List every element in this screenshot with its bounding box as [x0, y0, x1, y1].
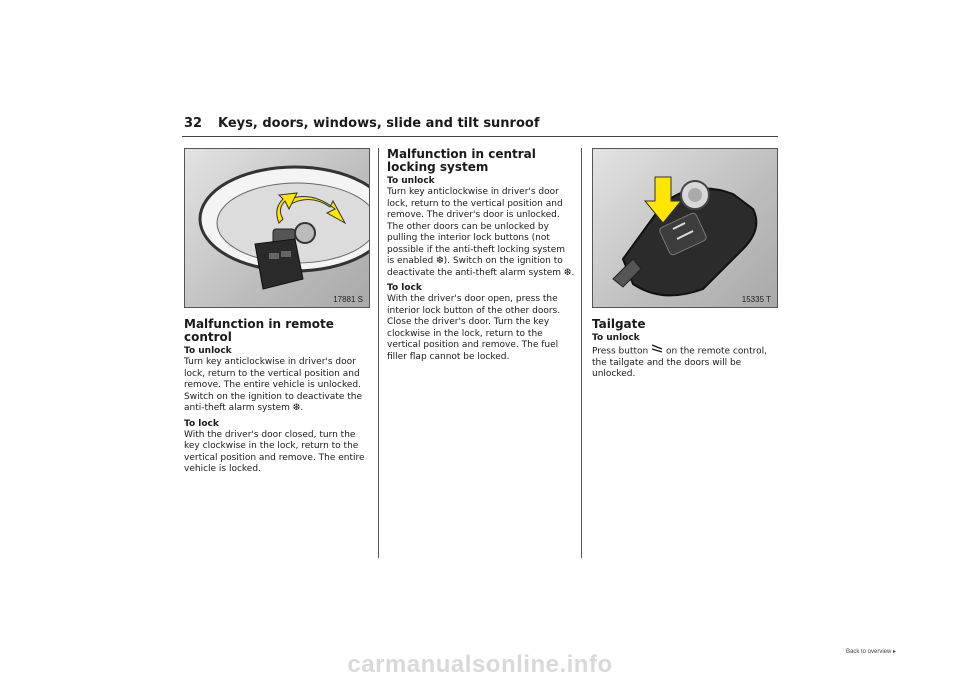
column-divider-2	[581, 148, 582, 558]
header-divider	[182, 136, 778, 137]
remote-malfunction-heading: Malfunction in remote control	[184, 317, 334, 344]
col2-unlock-text: Turn key anticlockwise in driver's door lock, return to the vertical position and remove. The driver's door is unlocked. The other doors can be unlocked by pulling the interior lock buttons (not possible if the anti-theft locking system is enabled ❆). Switch on the ignition to deactivate the anti-theft alarm system ❆.	[387, 187, 575, 278]
col1-lock-text: With the driver's door closed, turn the key clockwise in the lock, return to the vertical position and remove. The entire vehicle is locked.	[184, 429, 365, 474]
central-locking-heading-line2: locking system	[387, 160, 489, 174]
column-divider-1	[378, 148, 379, 558]
page-title: Keys, doors, windows, slide and tilt sunroof	[218, 116, 540, 131]
column-1	[184, 318, 372, 480]
door-lock-illustration	[185, 149, 369, 307]
back-to-overview-link[interactable]: Back to overview ▸	[846, 649, 897, 655]
col2-lock-text: With the driver's door open, press the interior lock button of the other doors. Close the driver's door. Turn the key clockwise in the lock, return to the vertical position and remove. The fuel filler flap cannot be locked.	[387, 294, 561, 362]
tailgate-button-icon	[651, 344, 663, 358]
col3-unlock-text-after: on the remote control, the tailgate and the doors will be unlocked.	[592, 346, 767, 380]
col1-unlock-text: Turn key anticlockwise in driver's door lock, return to the vertical position and remove. The entire vehicle is unlocked. Switch on the ignition to deactivate the anti-theft alarm system ❆.	[184, 357, 363, 413]
page-number: 32	[184, 116, 203, 131]
central-locking-heading-line1: Malfunction in central	[387, 147, 536, 161]
column-2	[387, 148, 575, 367]
door-lock-figure	[184, 148, 370, 308]
col3-unlock-subheading: To unlock	[592, 333, 640, 343]
col1-unlock-subheading: To unlock	[184, 346, 232, 356]
figure-code-right: 15335 T	[741, 295, 771, 304]
remote-key-illustration	[593, 149, 777, 307]
col3-unlock-text-before: Press button	[592, 346, 649, 357]
col3-unlock-text	[592, 344, 778, 381]
remote-key-figure	[592, 148, 778, 308]
column-3	[592, 318, 778, 385]
tailgate-heading: Tailgate	[592, 317, 646, 331]
chevron-right-icon: ▸	[893, 649, 897, 655]
col2-unlock-subheading: To unlock	[387, 176, 435, 186]
figure-code-left: 17881 S	[333, 295, 363, 304]
watermark: carmanualsonline.info	[347, 651, 613, 678]
col1-lock-subheading: To lock	[184, 418, 219, 429]
col2-lock-subheading: To lock	[387, 283, 422, 293]
